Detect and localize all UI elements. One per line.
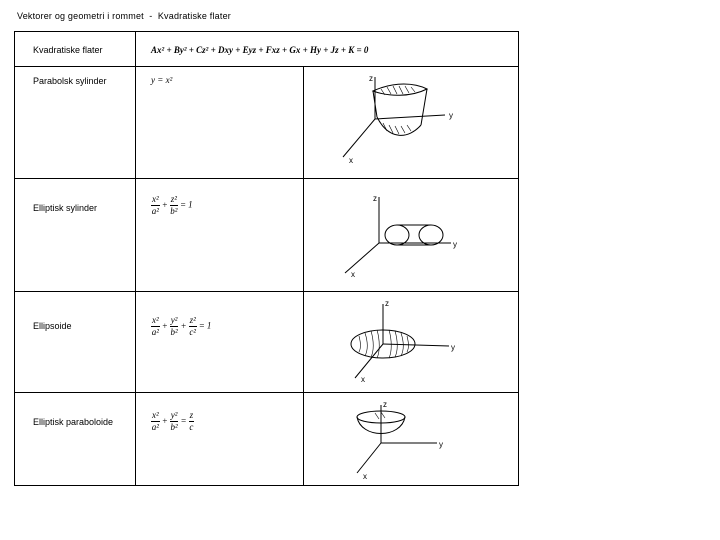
axis-label-z: z	[369, 74, 373, 83]
axis-label-y: y	[453, 240, 457, 249]
axis-label-x: x	[361, 375, 365, 384]
table-row	[15, 179, 518, 292]
surface-equation: $\frac{\text{x²}}{\text{a²}}$ + $\frac{\text{y²}}{\text{b²}}$ + $\frac{\text{z²}}{\text{c²}}$ = 1	[151, 315, 212, 337]
axis-label-x: x	[351, 270, 355, 279]
elliptic-paraboloid-sketch-icon	[337, 399, 467, 483]
general-equation: Ax² + By² + Cz² + Dxy + Eyz + Fxz + Gx + Hy + Jz + K = 0	[151, 45, 369, 55]
surface-name: Parabolsk sylinder	[33, 76, 107, 86]
table-row	[15, 393, 518, 485]
elliptic-cylinder-sketch-icon	[333, 187, 483, 287]
surface-name: Elliptisk paraboloide	[33, 417, 114, 427]
ellipsoid-sketch-icon	[337, 296, 487, 390]
table-row	[15, 67, 518, 179]
surface-name: Ellipsoide	[33, 321, 72, 331]
table-row	[15, 292, 518, 393]
axis-label-y: y	[439, 440, 443, 449]
surface-equation: y = x²	[151, 75, 173, 85]
axis-label-y: y	[451, 343, 455, 352]
parabolic-cylinder-sketch-icon	[315, 71, 465, 175]
axis-label-z: z	[385, 299, 389, 308]
surface-equation: $\frac{\text{x²}}{\text{a²}}$ + $\frac{\text{y²}}{\text{b²}}$ = $\frac{z}{c}$	[151, 410, 194, 432]
axis-label-x: x	[349, 156, 353, 165]
axis-label-z: z	[383, 400, 387, 409]
header-name-cell: Kvadratiske flater	[33, 45, 103, 55]
axis-label-y: y	[449, 111, 453, 120]
axis-label-z: z	[373, 194, 377, 203]
table-header-row	[15, 32, 518, 67]
quadric-surfaces-table	[14, 31, 519, 486]
surface-name: Elliptisk sylinder	[33, 203, 98, 213]
page-title: Vektorer og geometri i rommet - Kvadratiske flater	[17, 11, 231, 21]
axis-label-x: x	[363, 472, 367, 481]
surface-equation: $\frac{\text{x²}}{\text{a²}}$ + $\frac{\text{z²}}{\text{b²}}$ = 1	[151, 194, 193, 216]
